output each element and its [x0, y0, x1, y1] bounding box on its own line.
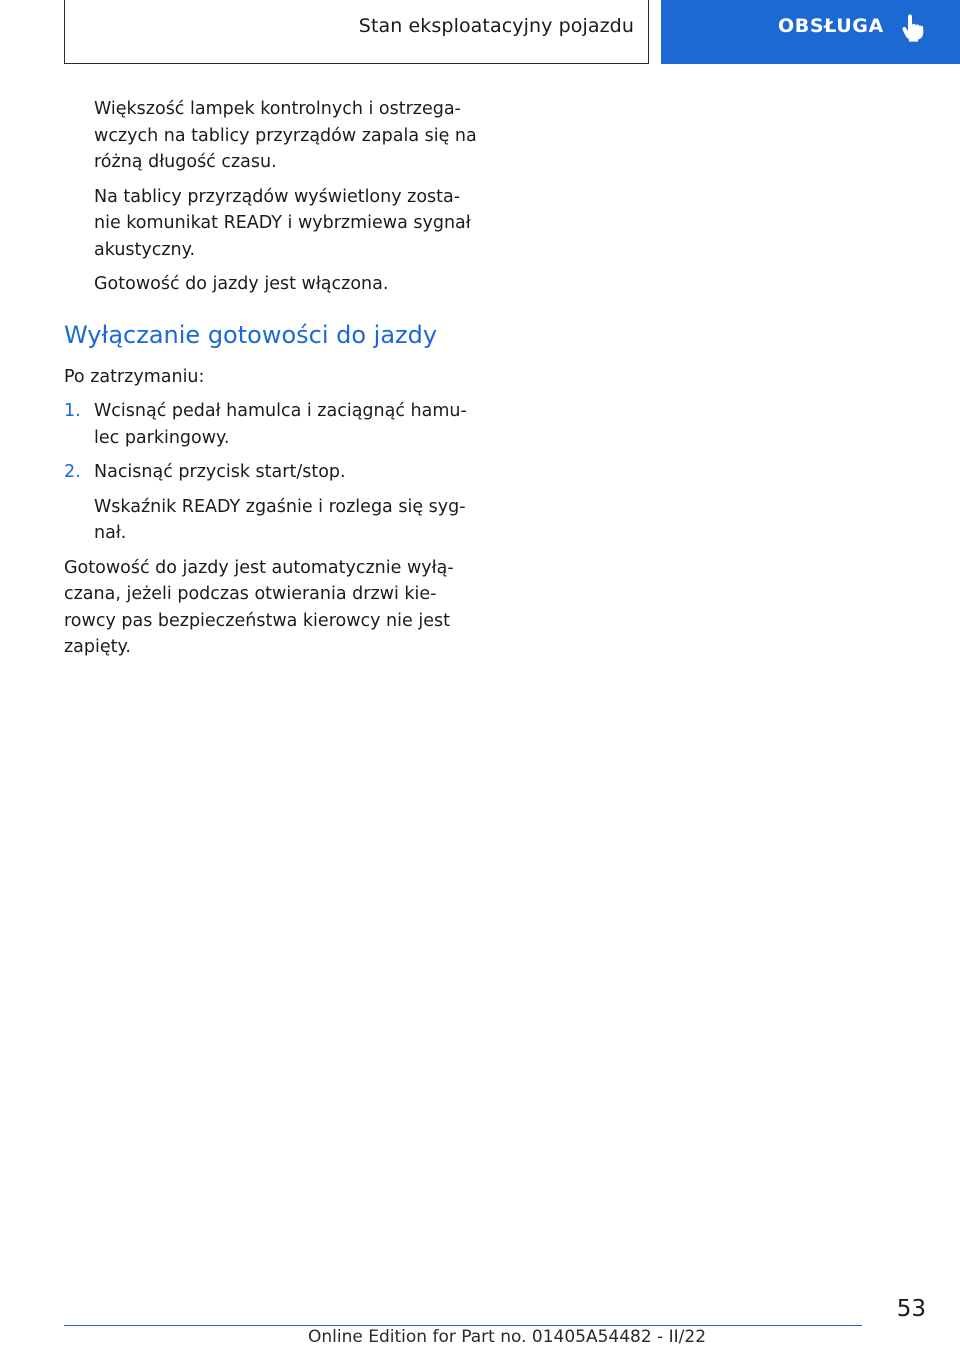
text-line: akustyczny.	[94, 239, 196, 260]
step-number: 1.	[64, 401, 81, 421]
section-heading: Wyłączanie gotowości do jazdy	[64, 320, 438, 349]
pointing-hand-icon	[902, 14, 924, 42]
list-item	[64, 459, 484, 486]
chapter-tab	[661, 0, 960, 64]
section-title: Stan eksploatacyjny pojazdu	[358, 14, 634, 37]
list-item	[64, 398, 484, 451]
footer-divider	[64, 1325, 862, 1326]
text-line: rowcy pas bezpieczeństwa kierowcy nie jest	[64, 610, 450, 631]
text-line: Na tablicy przyrządów wyświetlony zosta‐	[94, 186, 461, 207]
text-line: lec parkingowy.	[94, 427, 230, 448]
text-line: czana, jeżeli podczas otwierania drzwi kie‐	[64, 584, 437, 604]
paragraph-warning-lamps	[64, 96, 484, 176]
page-content	[64, 96, 484, 669]
chapter-title: OBSŁUGA	[778, 15, 884, 37]
text-line: zapięty.	[64, 637, 131, 657]
text-line: Nacisnąć przycisk start/stop.	[94, 462, 346, 482]
text-line: wczych na tablicy przyrządów zapala się na	[94, 125, 477, 146]
step-number: 2.	[64, 462, 81, 482]
text-line: Większość lampek kontrolnych i ostrzega‐	[94, 99, 461, 119]
text-line: nie komunikat READY i wybrzmiewa sygnał	[94, 213, 471, 233]
paragraph-closing	[64, 555, 484, 661]
step-text	[94, 459, 484, 486]
text-line: różną długość czasu.	[94, 152, 277, 172]
paragraph-ready-message	[64, 184, 484, 264]
section-header	[64, 0, 649, 64]
intro-text: Po zatrzymaniu:	[64, 366, 205, 387]
step-text	[94, 398, 484, 451]
text-line: Wskaźnik READY zgaśnie i rozlega się syg‐	[94, 496, 466, 517]
text-line: Wcisnąć pedał hamulca i zaciągnąć hamu‐	[94, 401, 467, 421]
page-number: 53	[896, 1296, 926, 1322]
step-note	[64, 494, 484, 547]
footer-edition: Online Edition for Part no. 01405A54482 - II/22	[308, 1327, 707, 1347]
paragraph-drive-ready: Gotowość do jazdy jest włączona.	[94, 274, 389, 294]
text-line: nał.	[94, 523, 127, 543]
text-line: Gotowość do jazdy jest automatycznie wyłą‐	[64, 557, 454, 578]
